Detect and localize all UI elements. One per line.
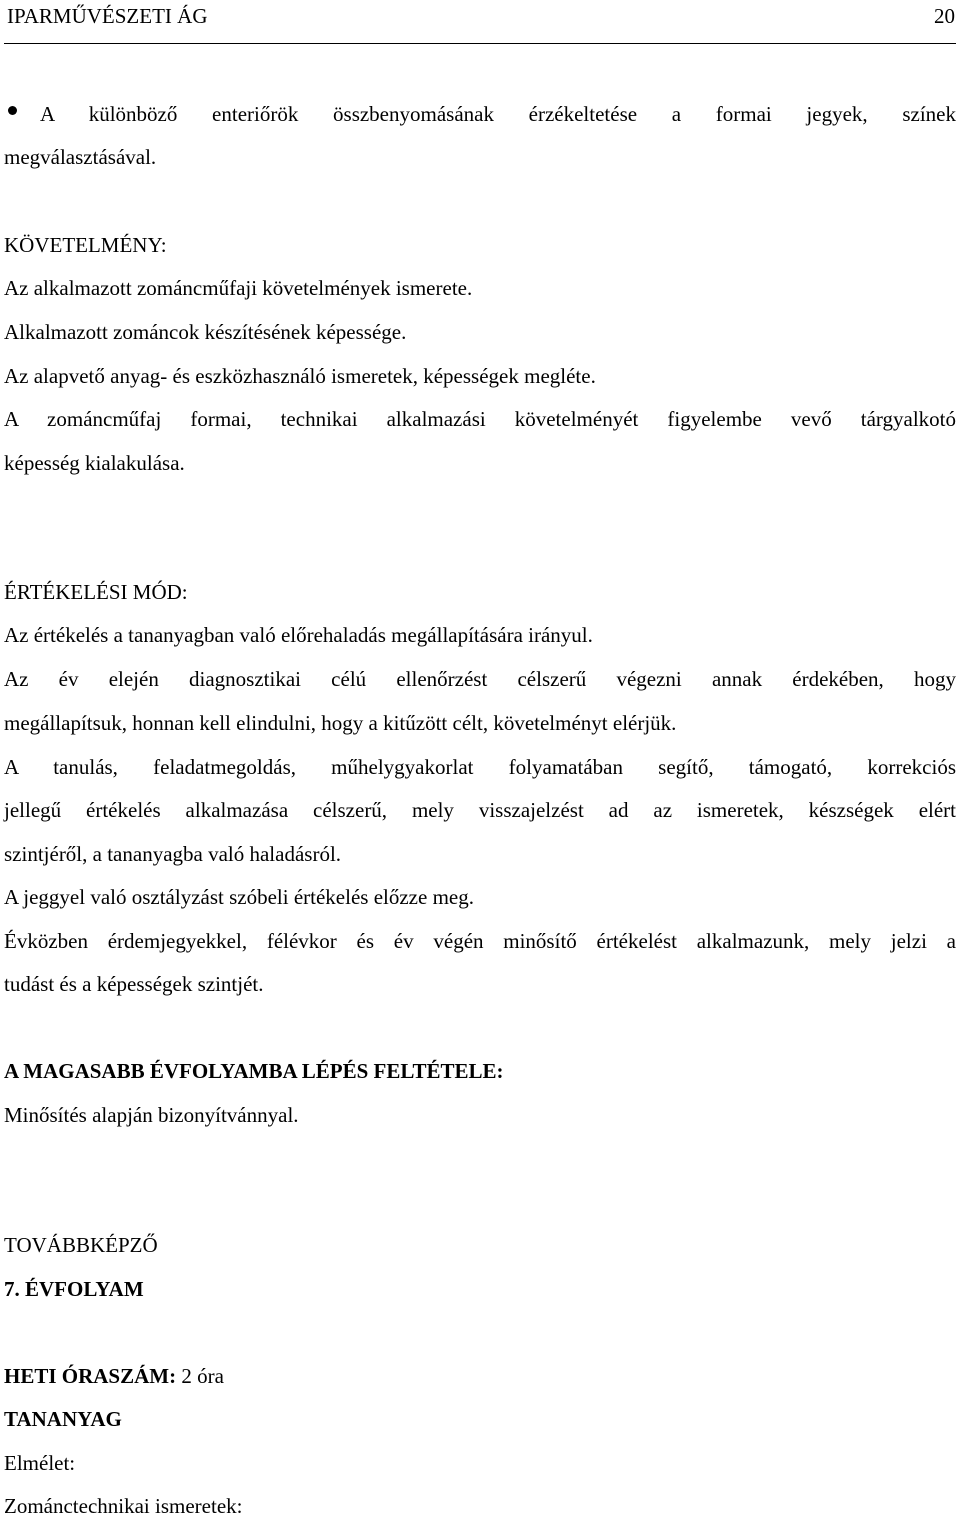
ertekelesi-line-3: megállapítsuk, honnan kell elindulni, hogy a kitűzött célt, követelményt elérjük. <box>4 711 677 735</box>
ertekelesi-line-5: jellegű értékelés alkalmazása célszerű, mely visszajelzést ad az ismeretek, készségek elért <box>4 798 956 822</box>
magasabb-text: Minősítés alapján bizonyítvánnyal. <box>4 1103 299 1127</box>
kovetelmeny-line-5: képesség kialakulása. <box>4 451 185 475</box>
kovetelmeny-line-3: Az alapvető anyag- és eszközhasználó ismeretek, képességek megléte. <box>4 364 596 388</box>
bullet-line-2: megválasztásával. <box>4 145 157 169</box>
header-divider <box>4 43 956 44</box>
evfolyam-heading: 7. ÉVFOLYAM <box>4 1277 144 1301</box>
tananyag-heading: TANANYAG <box>4 1407 122 1431</box>
kovetelmeny-line-4: A zománcműfaj formai, technikai alkalmazási követelményét figyelembe vevő tárgyalkotó <box>4 407 956 431</box>
ertekelesi-line-4: A tanulás, feladatmegoldás, műhelygyakorlat folyamatában segítő, támogató, korrekciós <box>4 755 956 779</box>
bullet-line-1: A különböző enteriőrök összbenyomásának érzékeltetése a formai jegyek, színek <box>40 102 956 126</box>
header-title: IPARMŰVÉSZETI ÁG <box>7 4 208 28</box>
heti-oraszam <box>4 1364 224 1388</box>
elmelet-label: Elmélet: <box>4 1451 76 1475</box>
kovetelmeny-heading: KÖVETELMÉNY: <box>4 233 167 257</box>
ertekelesi-line-9: tudást és a képességek szintjét. <box>4 972 264 996</box>
ertekelesi-line-6: szintjéről, a tananyagba való haladásról. <box>4 842 342 866</box>
bullet-icon <box>8 106 17 115</box>
heti-oraszam-value: 2 óra <box>176 1364 224 1388</box>
magasabb-heading: A MAGASABB ÉVFOLYAMBA LÉPÉS FELTÉTELE: <box>4 1059 504 1083</box>
ertekelesi-heading: ÉRTÉKELÉSI MÓD: <box>4 580 188 604</box>
heti-oraszam-label: HETI ÓRASZÁM: <box>4 1364 177 1388</box>
kovetelmeny-line-2: Alkalmazott zománcok készítésének képessége. <box>4 320 407 344</box>
ertekelesi-line-1: Az értékelés a tananyagban való előrehaladás megállapítására irányul. <box>4 623 593 647</box>
kovetelmeny-line-1: Az alkalmazott zománcműfaji követelmények ismerete. <box>4 276 473 300</box>
page-number: 20 <box>934 4 955 28</box>
tovabbkepzo-label: TOVÁBBKÉPZŐ <box>4 1233 158 1257</box>
ertekelesi-line-8: Évközben érdemjegyekkel, félévkor és év végén minősítő értékelést alkalmazunk, mely jelzi a <box>4 929 956 953</box>
ertekelesi-line-7: A jeggyel való osztályzást szóbeli értékelés előzze meg. <box>4 885 474 909</box>
ertekelesi-line-2: Az év elején diagnosztikai célú ellenőrzést célszerű végezni annak érdekében, hogy <box>4 667 956 691</box>
zomanc-label: Zománctechnikai ismeretek: <box>4 1494 243 1518</box>
